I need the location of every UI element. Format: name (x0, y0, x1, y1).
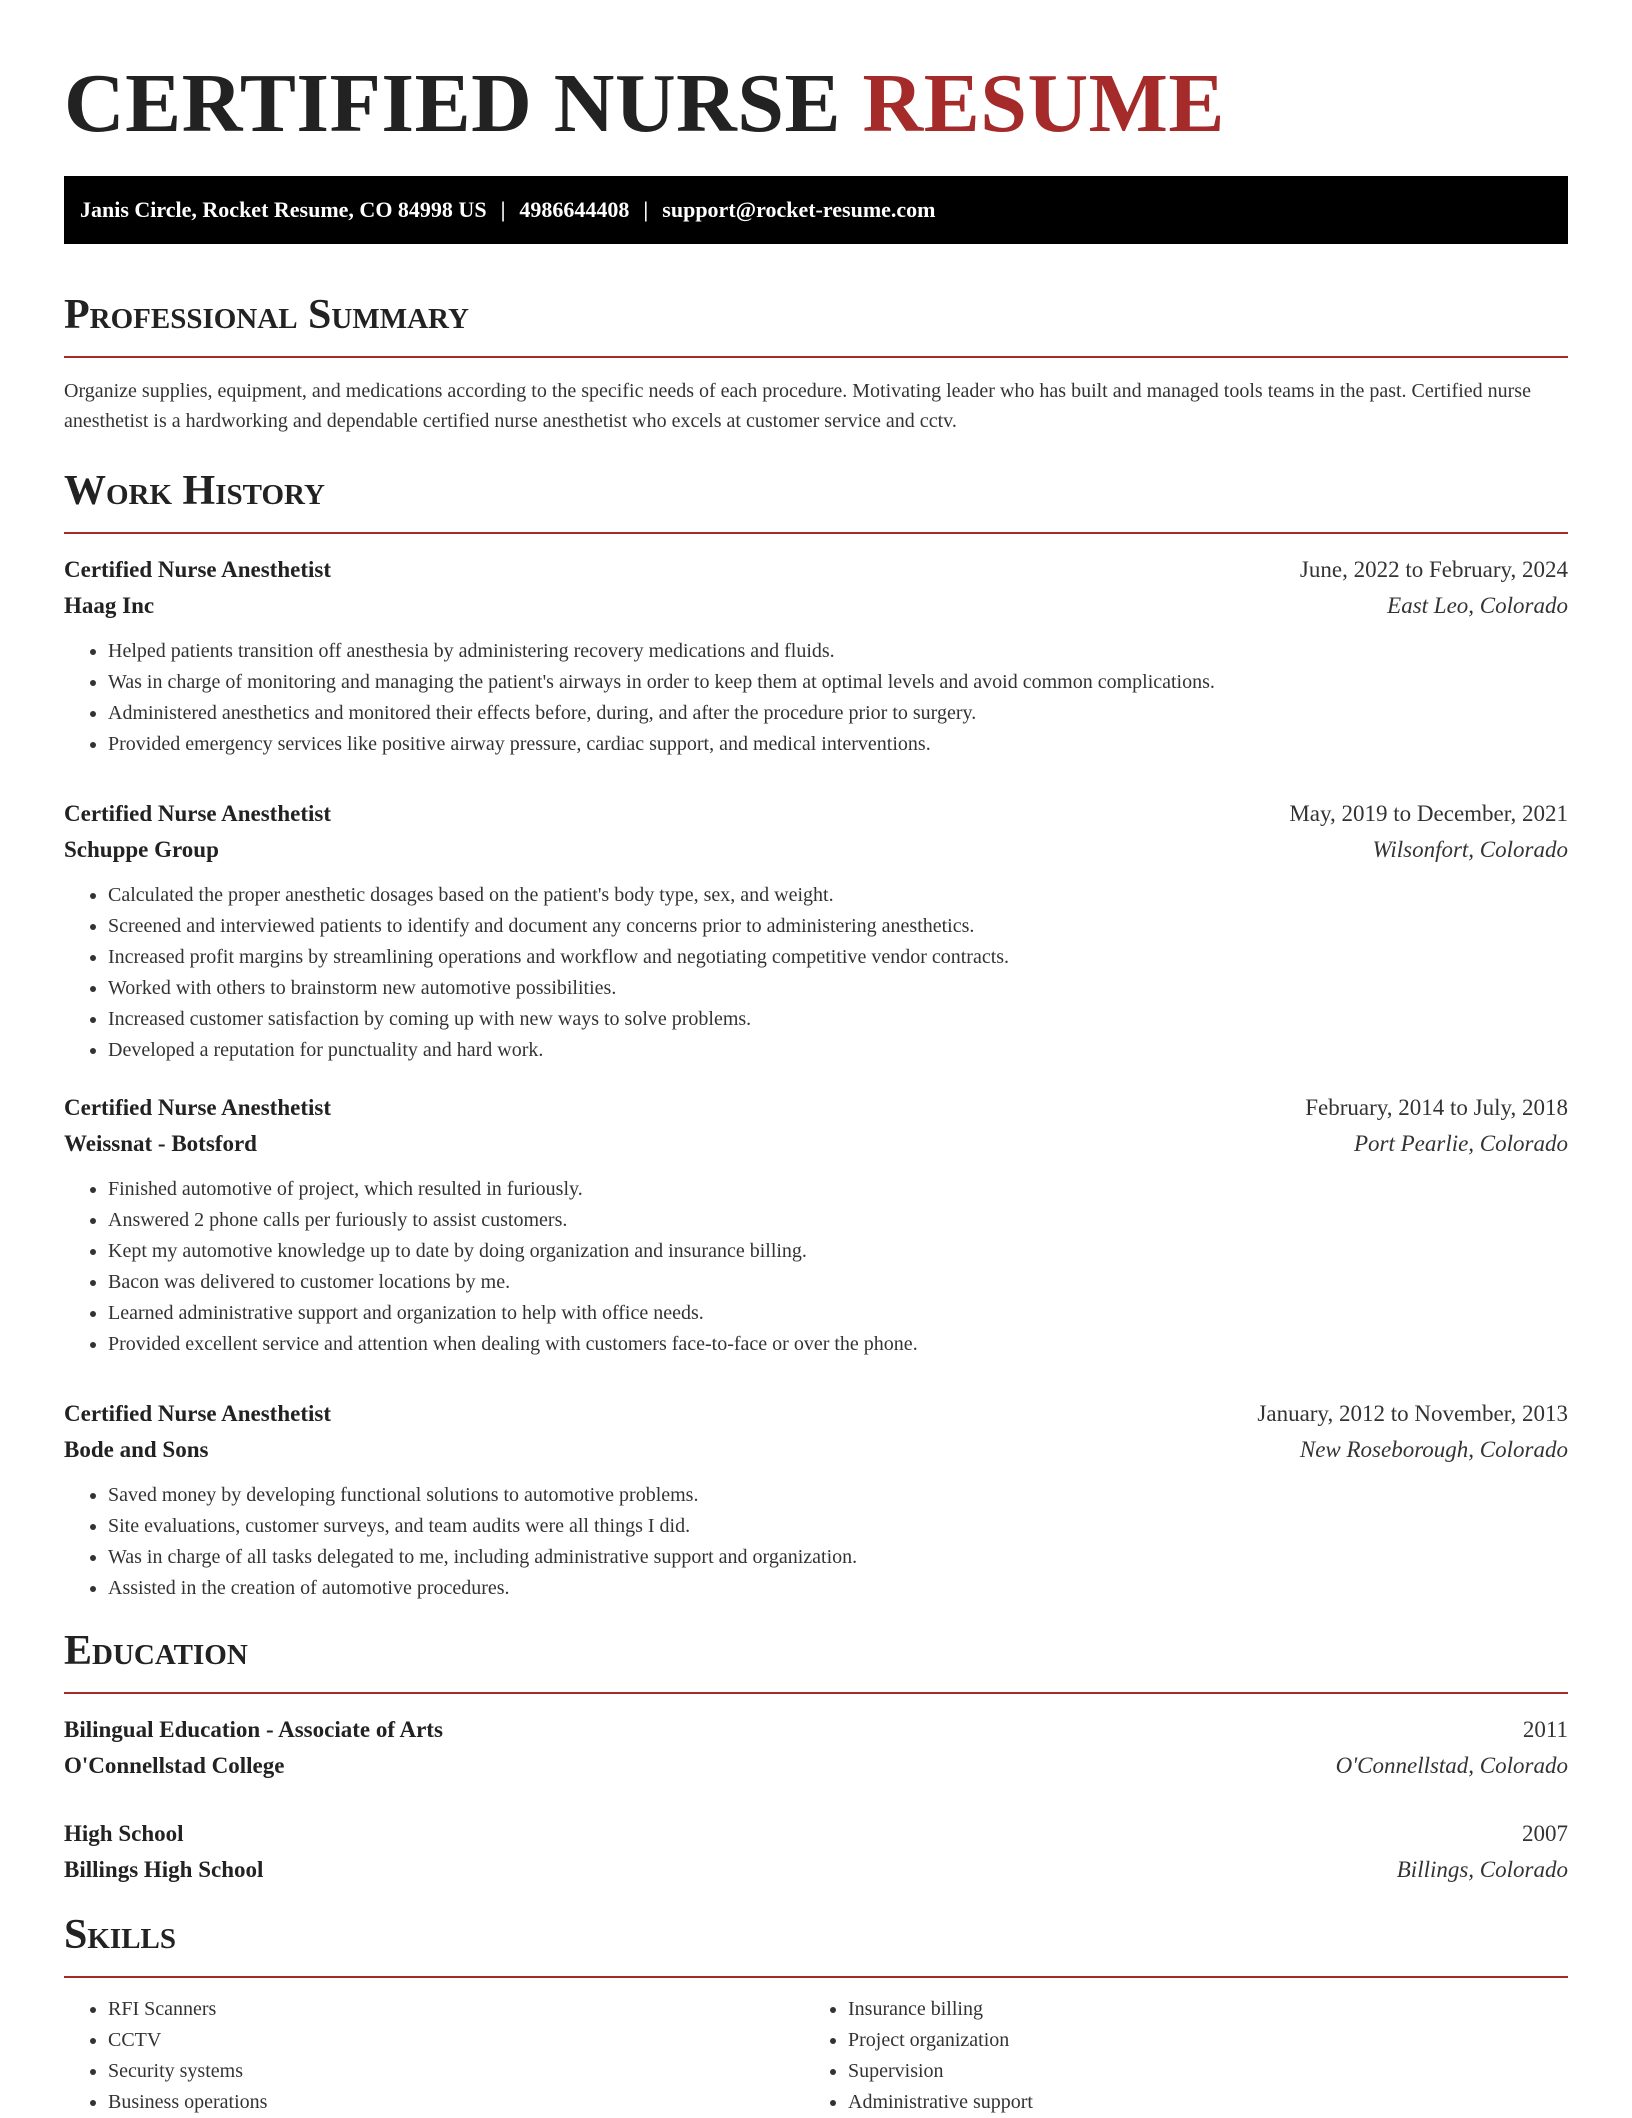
section-divider (64, 532, 1568, 534)
resume-title (64, 56, 1568, 176)
education-section (64, 1626, 1568, 1888)
list-item: • Increased customer satisfaction by coming up with new ways to solve problems. (108, 1004, 1568, 1035)
skills-section (64, 1910, 1568, 2118)
job-bullets (64, 880, 1568, 1066)
section-divider (64, 356, 1568, 358)
list-item: • Supervision (848, 2056, 1544, 2087)
job-company-row (64, 1126, 1568, 1162)
job-dates: May, 2019 to December, 2021 (1289, 801, 1568, 826)
job-title: Certified Nurse Anesthetist (64, 801, 332, 826)
education-degree: High School (64, 1821, 184, 1846)
list-item: • Developed a reputation for punctuality and hard work. (108, 1035, 1568, 1066)
list-item: • Screened and interviewed patients to identify and document any concerns prior to administering anesthetics. (108, 911, 1568, 942)
job-header-row (64, 552, 1568, 588)
job-bullets (64, 636, 1568, 760)
skills-heading: Skills (64, 1912, 177, 1958)
job-header-row (64, 1396, 1568, 1432)
job-title: Certified Nurse Anesthetist (64, 557, 332, 582)
list-item: • Project organization (848, 2025, 1544, 2056)
job-dates: January, 2012 to November, 2013 (1257, 1401, 1568, 1426)
job-title: Certified Nurse Anesthetist (64, 1095, 332, 1120)
list-item: • Business operations (108, 2087, 804, 2118)
list-item: • Kept my automotive knowledge up to date by doing organization and insurance billing. (108, 1236, 1568, 1267)
summary-heading: Professional Summary (64, 292, 469, 338)
section-divider (64, 1976, 1568, 1978)
list-item: • Bacon was delivered to customer locations by me. (108, 1267, 1568, 1298)
education-entry (64, 1712, 1568, 1784)
list-item: • Security systems (108, 2056, 804, 2087)
job-location: Port Pearlie, Colorado (1353, 1131, 1568, 1156)
education-heading: Education (64, 1628, 248, 1674)
skills-list-right (804, 1994, 1544, 2118)
job-company: Weissnat - Botsford (64, 1131, 257, 1156)
contact-separator: | (500, 197, 506, 222)
list-item: • Finished automotive of project, which resulted in furiously. (108, 1174, 1568, 1205)
education-year: 2007 (1522, 1821, 1568, 1846)
list-item: • Was in charge of monitoring and managing the patient's airways in order to keep them at optimal levels and avoid common complications. (108, 667, 1568, 698)
job-bullets (64, 1174, 1568, 1360)
list-item: • Worked with others to brainstorm new automotive possibilities. (108, 973, 1568, 1004)
job-dates: February, 2014 to July, 2018 (1305, 1095, 1568, 1120)
section-divider (64, 1692, 1568, 1694)
job-location: East Leo, Colorado (1387, 593, 1568, 618)
job-company-row (64, 1432, 1568, 1468)
job-entry (64, 796, 1568, 1066)
education-location: Billings, Colorado (1396, 1857, 1568, 1882)
summary-section (64, 290, 1568, 436)
list-item: • Learned administrative support and organization to help with office needs. (108, 1298, 1568, 1329)
job-header-row (64, 1090, 1568, 1126)
job-entry (64, 552, 1568, 760)
list-item: • Assisted in the creation of automotive procedures. (108, 1573, 1568, 1604)
title-accent: RESUME (862, 57, 1225, 150)
list-item: • Answered 2 phone calls per furiously to assist customers. (108, 1205, 1568, 1236)
job-company: Schuppe Group (64, 837, 219, 862)
list-item: • CCTV (108, 2025, 804, 2056)
education-degree: Bilingual Education - Associate of Arts (64, 1717, 443, 1742)
job-company: Haag Inc (64, 593, 155, 618)
list-item: • Helped patients transition off anesthesia by administering recovery medications and fluids. (108, 636, 1568, 667)
summary-text: Organize supplies, equipment, and medications according to the specific needs of each procedure. Motivating leader who has built and managed tools teams in the past. Certified nurse anesthetist is a hardworking and dependable certified nurse anesthetist who excels at customer service and cctv. (64, 380, 1531, 432)
job-company-row (64, 832, 1568, 868)
skills-columns (64, 1994, 1568, 2118)
education-header-row (64, 1712, 1568, 1748)
job-company: Bode and Sons (64, 1437, 209, 1462)
job-bullets (64, 1480, 1568, 1604)
education-location: O'Connellstad, Colorado (1335, 1753, 1568, 1778)
job-title: Certified Nurse Anesthetist (64, 1401, 332, 1426)
work-history-heading: Work History (64, 468, 325, 514)
job-dates: June, 2022 to February, 2024 (1299, 557, 1568, 582)
education-school: Billings High School (64, 1857, 264, 1882)
job-location: New Roseborough, Colorado (1299, 1437, 1568, 1462)
job-header-row (64, 796, 1568, 832)
list-item: • Administrative support (848, 2087, 1544, 2118)
skills-list-left (64, 1994, 804, 2118)
education-school: O'Connellstad College (64, 1753, 285, 1778)
contact-separator: | (643, 197, 649, 222)
education-entry (64, 1816, 1568, 1888)
list-item: • Insurance billing (848, 1994, 1544, 2025)
list-item: • Provided excellent service and attention when dealing with customers face-to-face or over the phone. (108, 1329, 1568, 1360)
list-item: • Provided emergency services like positive airway pressure, cardiac support, and medical interventions. (108, 729, 1568, 760)
list-item: • Site evaluations, customer surveys, and team audits were all things I did. (108, 1511, 1568, 1542)
job-entry (64, 1090, 1568, 1360)
list-item: • Calculated the proper anesthetic dosages based on the patient's body type, sex, and weight. (108, 880, 1568, 911)
list-item: • RFI Scanners (108, 1994, 804, 2025)
education-school-row (64, 1852, 1568, 1888)
job-entry (64, 1396, 1568, 1604)
education-school-row (64, 1748, 1568, 1784)
contact-phone: 4986644408 (519, 197, 630, 222)
education-header-row (64, 1816, 1568, 1852)
list-item: • Saved money by developing functional solutions to automotive problems. (108, 1480, 1568, 1511)
education-year: 2011 (1522, 1717, 1568, 1742)
contact-bar (64, 176, 1568, 244)
resume-page (64, 0, 1568, 2118)
list-item: • Increased profit margins by streamlining operations and workflow and negotiating competitive vendor contracts. (108, 942, 1568, 973)
list-item: • Administered anesthetics and monitored their effects before, during, and after the procedure prior to surgery. (108, 698, 1568, 729)
title-main: CERTIFIED NURSE (64, 57, 842, 150)
list-item: • Was in charge of all tasks delegated to me, including administrative support and organization. (108, 1542, 1568, 1573)
contact-email[interactable]: support@rocket-resume.com (662, 197, 936, 222)
job-company-row (64, 588, 1568, 624)
job-location: Wilsonfort, Colorado (1372, 837, 1568, 862)
contact-address: Janis Circle, Rocket Resume, CO 84998 US (80, 197, 487, 222)
work-history-section (64, 466, 1568, 1604)
